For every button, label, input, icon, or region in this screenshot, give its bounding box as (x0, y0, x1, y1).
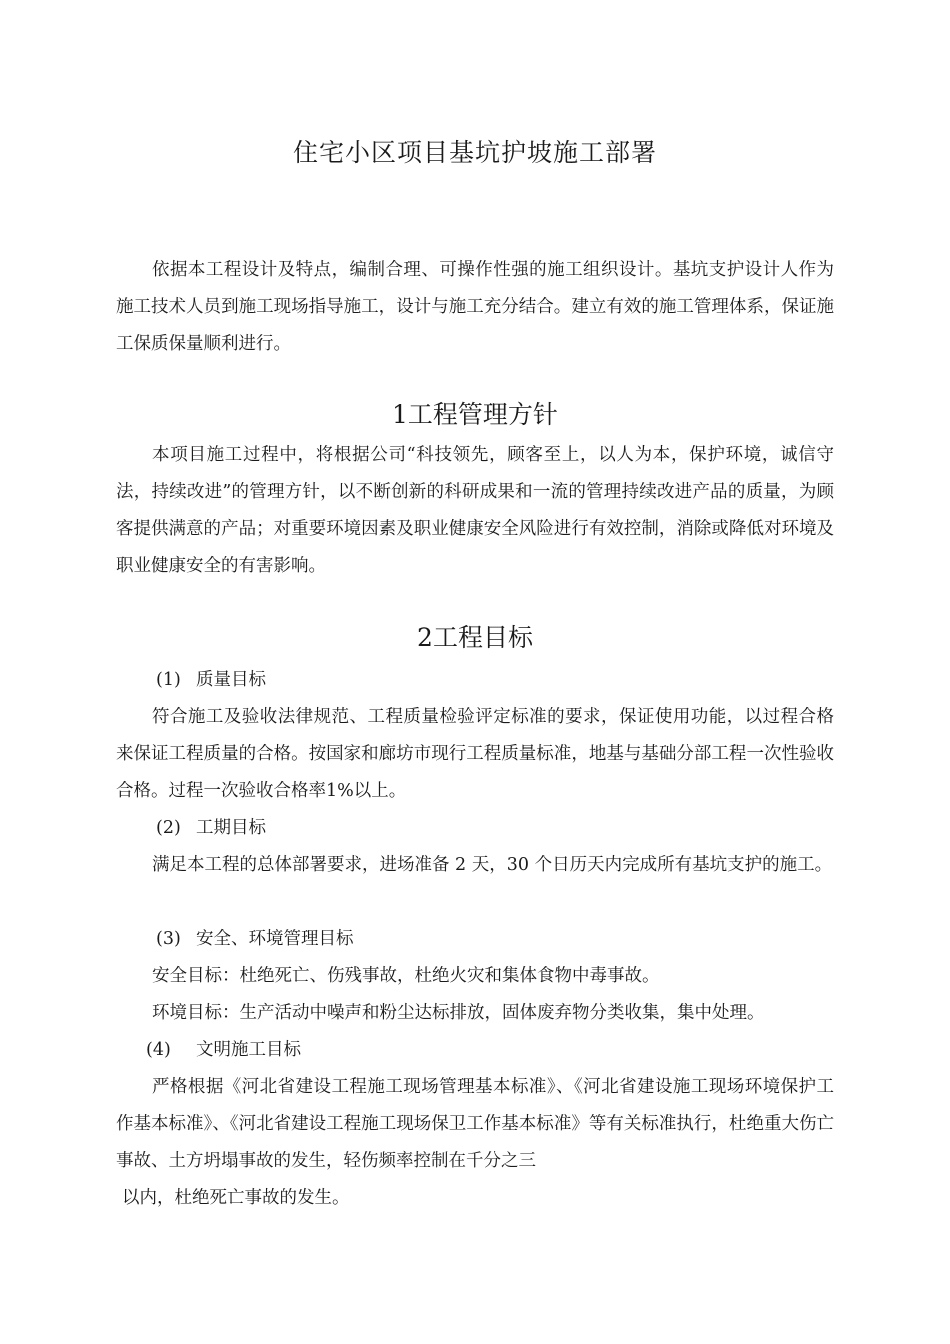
goal-quality-heading (156, 662, 266, 699)
goal-schedule-body: 满足本工程的总体部署要求，进场准备 2 天，30 个日历天内完成所有基坑支护的施工。 (152, 855, 833, 875)
goal-civilized-body: 严格根据《河北省建设工程施工现场管理基本标准》、《河北省建设施工现场环境保护工作基本标准》、《河北省建设工程施工现场保卫工作基本标准》等有关标准执行，杜绝重大伤亡事故、土方坍塌事故的发生，轻伤频率控制在千分之三 (116, 1077, 834, 1171)
goal-civilized-tail: 以内，杜绝死亡事故的发生。 (122, 1188, 350, 1208)
goal-civilized-label: 文明施工目标 (196, 1040, 301, 1060)
goal-quality-body: 符合施工及验收法律规范、工程质量检验评定标准的要求，保证使用功能，以过程合格来保证工程质量的合格。按国家和廊坊市现行工程质量标准，地基与基础分部工程一次性验收合格。过程一次验收合格率1%以上。 (116, 707, 834, 801)
goal-schedule-number: (2) (156, 818, 181, 838)
document-title: 住宅小区项目基坑护坡施工部署 (292, 138, 657, 167)
section-2-heading: 2工程目标 (417, 623, 533, 652)
goal-civilized-number: (4) (146, 1040, 171, 1060)
goal-safety-line: 安全目标：杜绝死亡、伤残事故，杜绝火灾和集体食物中毒事故。 (152, 966, 660, 986)
section-1-body: 本项目施工过程中，将根据公司“科技领先，顾客至上，以人为本，保护环境，诚信守法，持续改进”的管理方针，以不断创新的科研成果和一流的管理持续改进产品的质量，为顾客提供满意的产品；对重要环境因素及职业健康安全风险进行有效控制，消除或降低对环境及职业健康安全的有害影响。 (116, 445, 834, 576)
section-1-heading: 1工程管理方针 (392, 400, 558, 429)
goal-quality-number: (1) (156, 670, 181, 690)
goal-safety-env-label: 安全、环境管理目标 (196, 929, 354, 949)
goal-schedule-label: 工期目标 (196, 818, 266, 838)
goal-environment-line: 环境目标：生产活动中噪声和粉尘达标排放，固体废弃物分类收集，集中处理。 (152, 1003, 765, 1023)
intro-paragraph: 依据本工程设计及特点，编制合理、可操作性强的施工组织设计。基坑支护设计人作为施工技术人员到施工现场指导施工，设计与施工充分结合。建立有效的施工管理体系，保证施工保质保量顺利进行。 (116, 260, 834, 354)
goal-schedule-heading (156, 810, 266, 847)
goal-safety-env-heading (156, 921, 354, 958)
goal-civilized-heading (146, 1032, 301, 1069)
goal-safety-env-number: (3) (156, 929, 181, 949)
goal-quality-label: 质量目标 (196, 670, 266, 690)
